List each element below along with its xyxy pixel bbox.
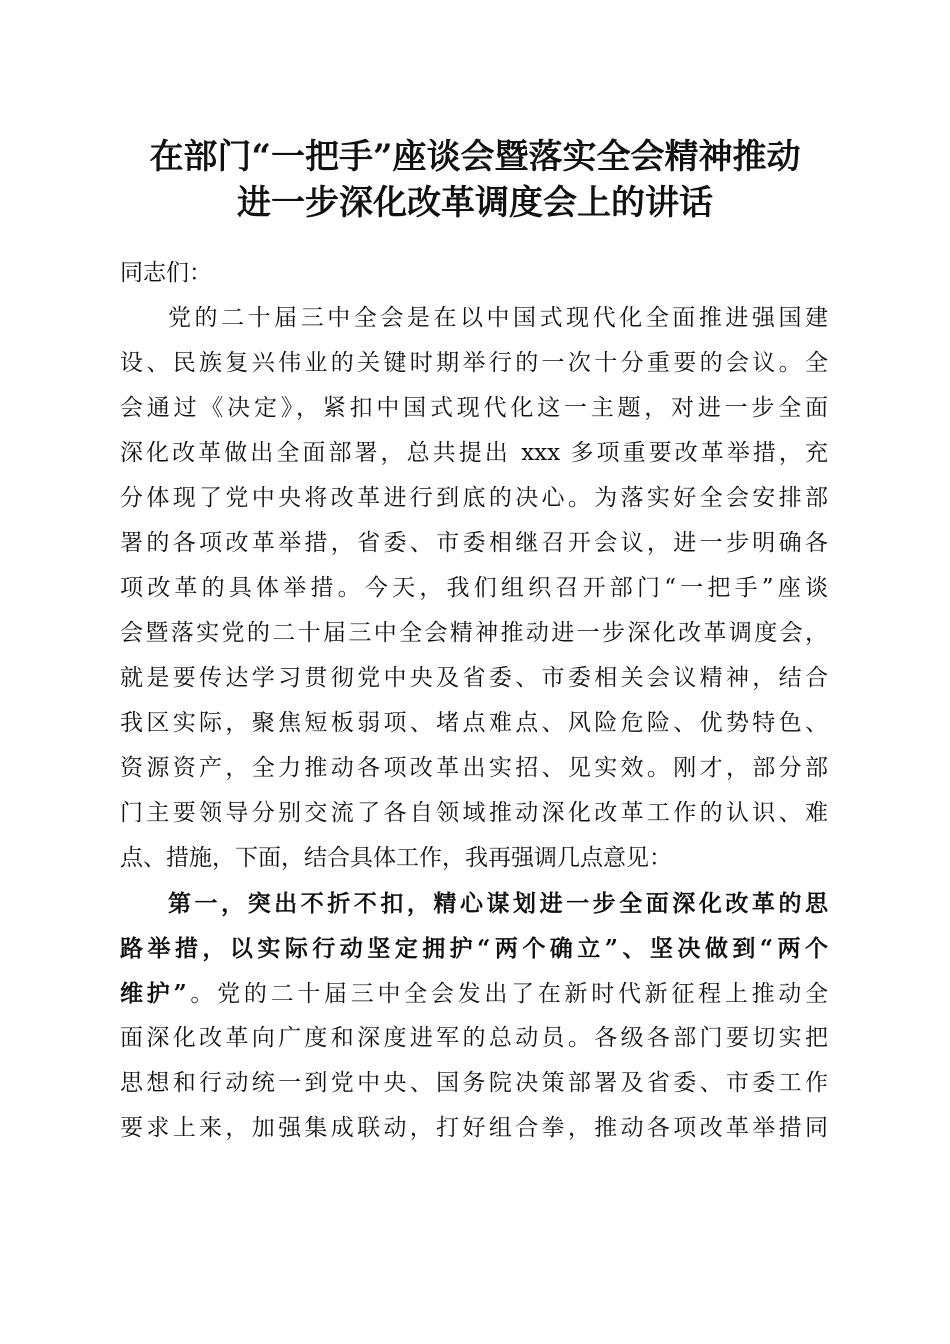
paragraph-line: 党的二十届三中全会是在以中国式现代化全面推进强国建: [168, 305, 828, 331]
paragraph-heading-line: 路举措，以实际行动坚定拥护“两个确立”、坚决做到“两个: [120, 935, 828, 962]
document-title: [100, 134, 850, 226]
paragraph-line: 面深化改革向广度和深度进军的总动员。各级各部门要切实把: [120, 1025, 828, 1051]
paragraph-heading-end: 维护”: [120, 980, 187, 1007]
paragraph-2: [120, 881, 828, 1151]
paragraph-text: 。党的二十届三中全会发出了在新时代新征程上推动全: [186, 981, 829, 1007]
paragraph-line: 就是要传达学习贯彻党中央及省委、市委相关会议精神，结合: [120, 665, 828, 691]
paragraph-line: 思想和行动统一到党中央、国务院决策部署及省委、市委工作: [120, 1070, 828, 1096]
paragraph-line: 分体现了党中央将改革进行到底的决心。为落实好全会安排部: [120, 485, 828, 511]
paragraph-line: 会通过《决定》，紧扣中国式现代化这一主题，对进一步全面: [120, 395, 828, 421]
paragraph-line: 会暨落实党的二十届三中全会精神推动进一步深化改革调度会，: [120, 620, 828, 646]
paragraph-line: 我区实际，聚焦短板弱项、堵点难点、风险危险、优势特色、: [120, 710, 828, 736]
paragraph-1: [120, 296, 828, 881]
paragraph-mixed-line: [120, 971, 828, 1016]
paragraph-line: 点、措施，下面，结合具体工作，我再强调几点意见：: [120, 845, 672, 871]
title-line-1: 在部门“一把手”座谈会暨落实全会精神推动: [149, 137, 801, 177]
document-body: [120, 251, 828, 1151]
paragraph-line: 门主要领导分别交流了各自领域推动深化改革工作的认识、难: [120, 800, 828, 826]
title-line-2: 进一步深化改革调度会上的讲话: [237, 183, 713, 223]
paragraph-heading-line: 第一，突出不折不扣，精心谋划进一步全面深化改革的思: [168, 890, 828, 917]
paragraph-line: 要求上来，加强集成联动，打好组合拳，推动各项改革举措同: [120, 1115, 828, 1141]
paragraph-line: 深化改革做出全面部署，总共提出 xxx 多项重要改革举措，充: [120, 440, 828, 466]
paragraph-line: 资源资产，全力推动各项改革出实招、见实效。刚才，部分部: [120, 755, 828, 781]
paragraph-line: 设、民族复兴伟业的关键时期举行的一次十分重要的会议。全: [120, 350, 828, 376]
paragraph-line: 署的各项改革举措，省委、市委相继召开会议，进一步明确各: [120, 530, 828, 556]
paragraph-line: 项改革的具体举措。今天，我们组织召开部门“一把手”座谈: [120, 575, 828, 601]
salutation: 同志们：: [120, 260, 212, 286]
